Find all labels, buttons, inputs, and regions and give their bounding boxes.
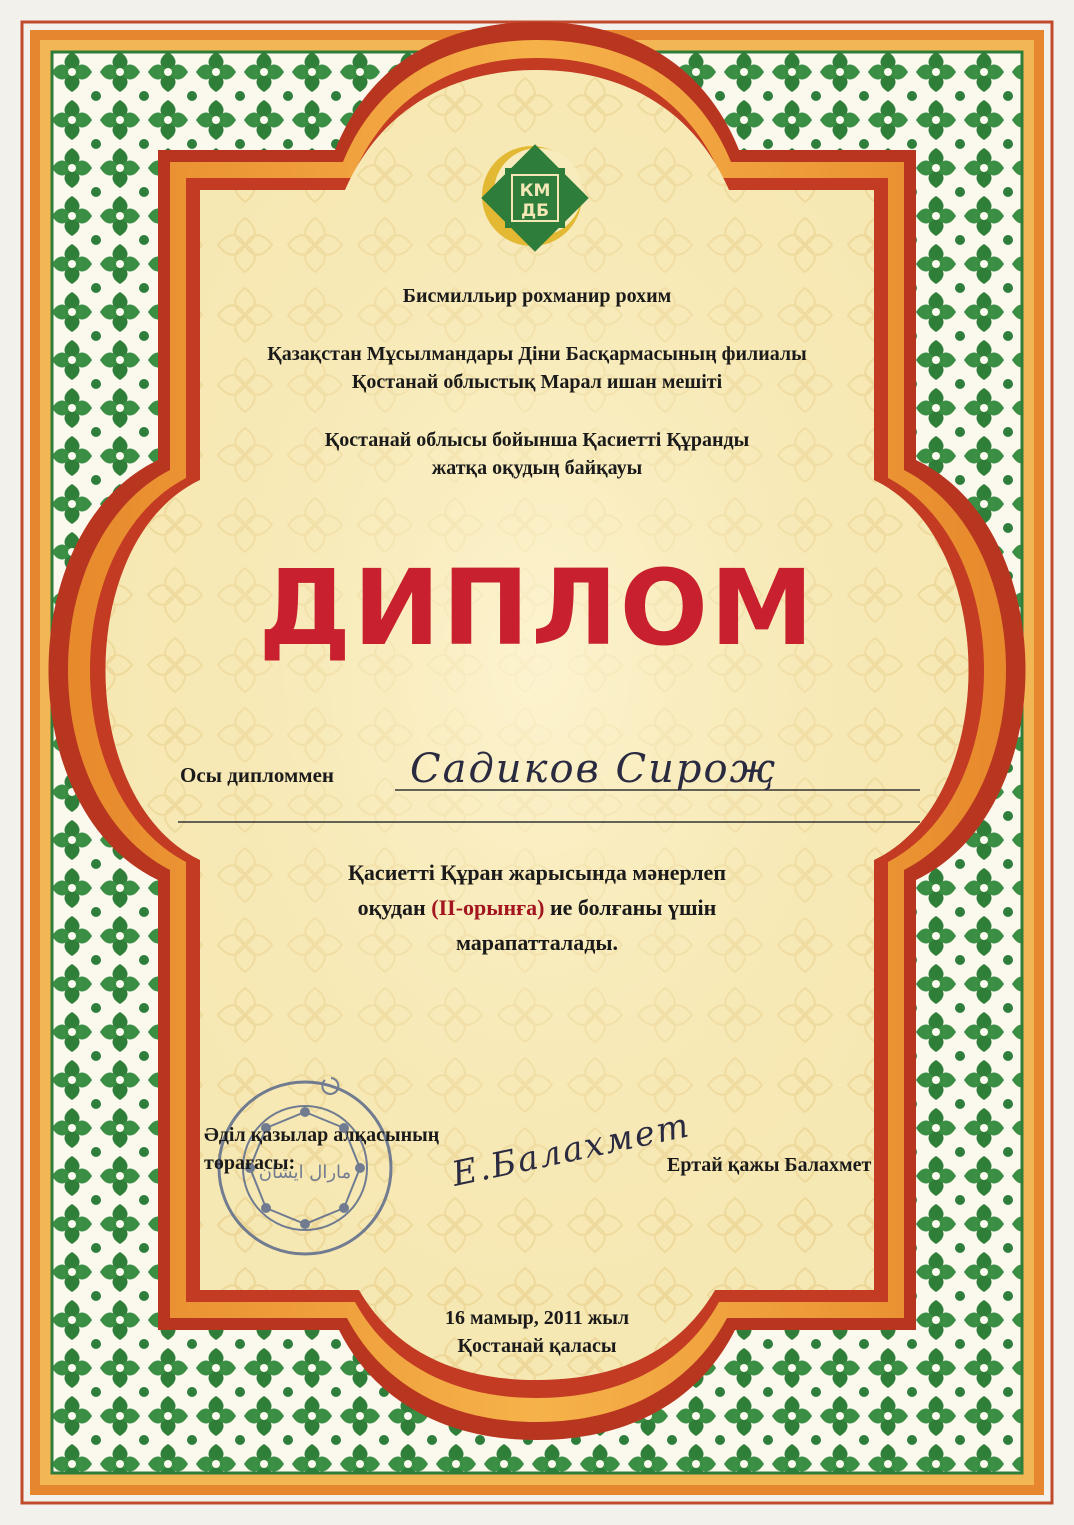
footer-date: 16 мамыр, 2011 жыл bbox=[444, 1307, 630, 1329]
contest-line-2: жатқа оқудың байқауы bbox=[431, 457, 643, 479]
signature-name: Ертай қажы Балахмет bbox=[667, 1154, 872, 1176]
signature-role-line-1: Әділ қазылар алқасының bbox=[204, 1124, 440, 1146]
contest-line-1: Қостанай облысы бойынша Қасиетті Құранды bbox=[324, 429, 750, 451]
diploma-title: ДИПЛОМ bbox=[258, 547, 816, 669]
award-line-3: марапатталады. bbox=[455, 930, 619, 955]
basmala-line: Бисмилльир рохманир рохим bbox=[402, 285, 672, 307]
recipient-name-handwritten: Садиков Сироҗ bbox=[410, 746, 778, 792]
svg-text:ДБ: ДБ bbox=[520, 201, 550, 221]
award-line-1: Қасиетті Құран жарысында мәнерлеп bbox=[347, 860, 727, 885]
footer-city: Қостанай қаласы bbox=[457, 1335, 617, 1357]
award-line-2 bbox=[0, 895, 1074, 921]
org-line-1: Қазақстан Мұсылмандары Діни Басқармасының филиалы bbox=[267, 343, 807, 365]
svg-text:КМ: КМ bbox=[519, 181, 551, 201]
svg-text:مارال ايشان: مارال ايشان bbox=[258, 1162, 352, 1183]
award-place: (ІІ-орынға) bbox=[431, 895, 545, 920]
signature-handwritten: Е.Балахмет bbox=[448, 1105, 695, 1195]
org-line-2: Қостанай облыстық Марал ишан мешіті bbox=[351, 371, 723, 393]
signature-role-line-2: төрағасы: bbox=[204, 1152, 296, 1174]
award-line-2-before: оқудан bbox=[357, 895, 432, 920]
award-line-2-after: ие болғаны үшін bbox=[544, 895, 717, 920]
recipient-label: Осы дипломмен bbox=[180, 763, 335, 787]
